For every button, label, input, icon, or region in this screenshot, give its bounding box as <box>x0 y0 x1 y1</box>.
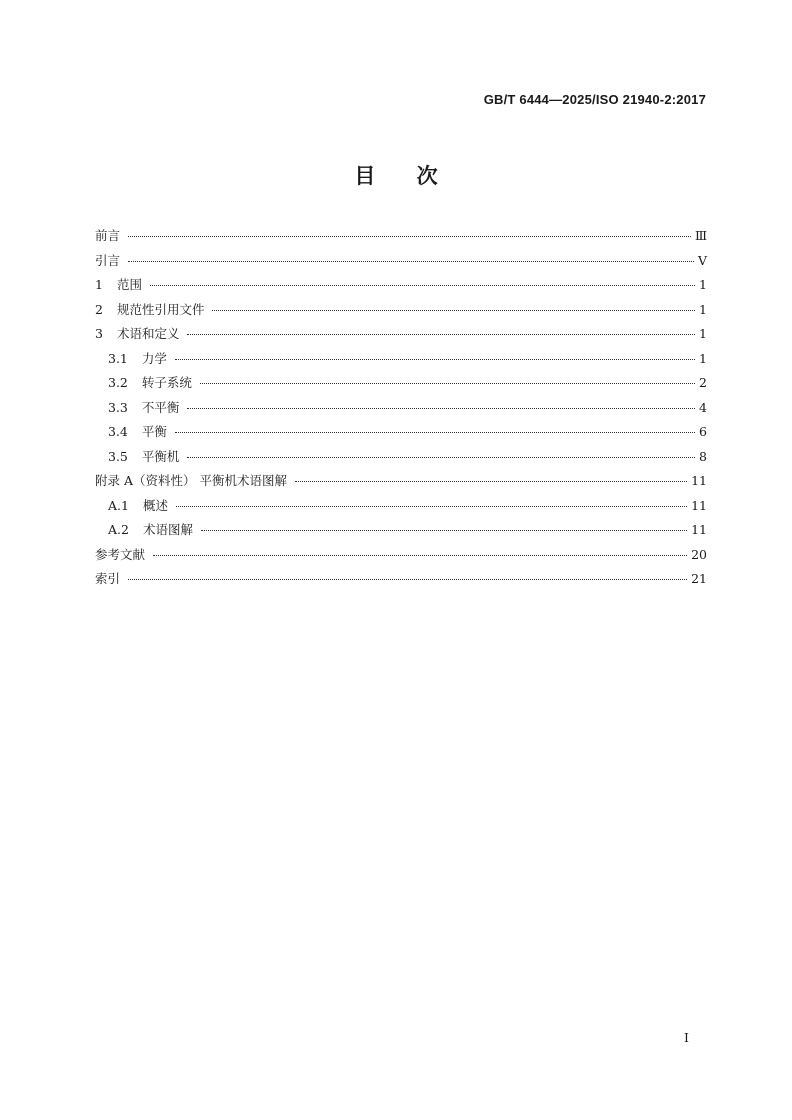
toc-entry-label: 前言 <box>95 228 121 243</box>
toc-leader-dots <box>175 432 695 433</box>
toc-entry-label: 不平衡 <box>141 399 180 415</box>
toc-leader-dots <box>187 457 695 458</box>
table-of-contents <box>95 226 707 594</box>
toc-leader-dots <box>128 579 687 580</box>
toc-entry-number: 3.1 <box>108 350 128 366</box>
toc-entry-page: 21 <box>691 571 707 586</box>
toc-entry-label: 平衡机 <box>141 448 180 464</box>
toc-entry-page: 6 <box>699 424 707 439</box>
toc-entry-page: 11 <box>691 473 707 488</box>
toc-entry-label: 平衡 <box>141 424 167 439</box>
toc-entry[interactable] <box>95 545 707 570</box>
page-title: 目 次 <box>354 164 438 188</box>
toc-entry[interactable] <box>95 275 707 300</box>
standard-number: GB/T 6444—2025/ISO 21940-2:2017 <box>483 92 706 107</box>
toc-entry-number: 3.2 <box>108 375 128 390</box>
toc-leader-dots <box>295 481 687 482</box>
toc-entry-page: 8 <box>699 448 707 464</box>
toc-subentry[interactable] <box>95 496 707 521</box>
toc-entry-label: 转子系统 <box>141 375 192 390</box>
toc-subentry[interactable] <box>95 447 707 472</box>
toc-entry-page: 1 <box>699 326 707 341</box>
toc-entry-number: A.1 <box>108 497 129 513</box>
toc-entry-page: Ⅴ <box>697 252 707 268</box>
toc-entry[interactable] <box>95 251 707 276</box>
toc-entry-label: 索引 <box>95 571 121 586</box>
toc-entry-label: 引言 <box>95 252 121 268</box>
toc-entry-page: 11 <box>691 497 707 513</box>
toc-leader-dots <box>128 236 691 237</box>
toc-subentry[interactable] <box>95 349 707 374</box>
toc-entry-label: 力学 <box>141 350 167 366</box>
toc-entry[interactable] <box>95 324 707 349</box>
toc-subentry[interactable] <box>95 422 707 447</box>
toc-entry-number: 2 <box>95 301 103 317</box>
toc-entry-page: 4 <box>699 399 707 415</box>
toc-entry-label: 规范性引用文件 <box>116 301 205 317</box>
toc-entry-page: 1 <box>699 301 707 317</box>
toc-leader-dots <box>175 359 695 360</box>
toc-leader-dots <box>128 261 694 262</box>
toc-subentry[interactable] <box>95 373 707 398</box>
toc-leader-dots <box>176 506 687 507</box>
toc-leader-dots <box>153 555 687 556</box>
toc-leader-dots <box>201 530 687 531</box>
toc-entry-number: 1 <box>95 277 103 292</box>
toc-entry-page: 11 <box>691 522 707 537</box>
toc-leader-dots <box>212 310 695 311</box>
toc-entry-number: A.2 <box>108 522 129 537</box>
toc-entry[interactable] <box>95 471 707 496</box>
toc-entry-page: Ⅲ <box>694 228 707 243</box>
toc-entry-page: 1 <box>699 350 707 366</box>
toc-entry-label: 参考文献 <box>95 546 146 562</box>
toc-entry-page: 1 <box>699 277 707 292</box>
toc-leader-dots <box>187 334 695 335</box>
toc-entry-label: 附录 A（资料性） 平衡机术语图解 <box>95 473 287 488</box>
toc-entry[interactable] <box>95 569 707 594</box>
toc-entry[interactable] <box>95 226 707 251</box>
toc-entry-number: 3.4 <box>108 424 128 439</box>
toc-entry-number: 3.5 <box>108 448 128 464</box>
toc-entry[interactable] <box>95 300 707 325</box>
toc-leader-dots <box>200 383 695 384</box>
toc-leader-dots <box>187 408 695 409</box>
toc-entry-page: 2 <box>699 375 707 390</box>
toc-entry-label: 范围 <box>116 277 142 292</box>
toc-subentry[interactable] <box>95 398 707 423</box>
toc-entry-label: 概述 <box>142 497 168 513</box>
toc-subentry[interactable] <box>95 520 707 545</box>
toc-leader-dots <box>150 285 695 286</box>
toc-entry-number: 3.3 <box>108 399 128 415</box>
toc-entry-page: 20 <box>691 546 707 562</box>
toc-entry-label: 术语和定义 <box>116 326 180 341</box>
page-number: I <box>684 1030 689 1045</box>
toc-entry-number: 3 <box>95 326 103 341</box>
toc-entry-label: 术语图解 <box>142 522 193 537</box>
